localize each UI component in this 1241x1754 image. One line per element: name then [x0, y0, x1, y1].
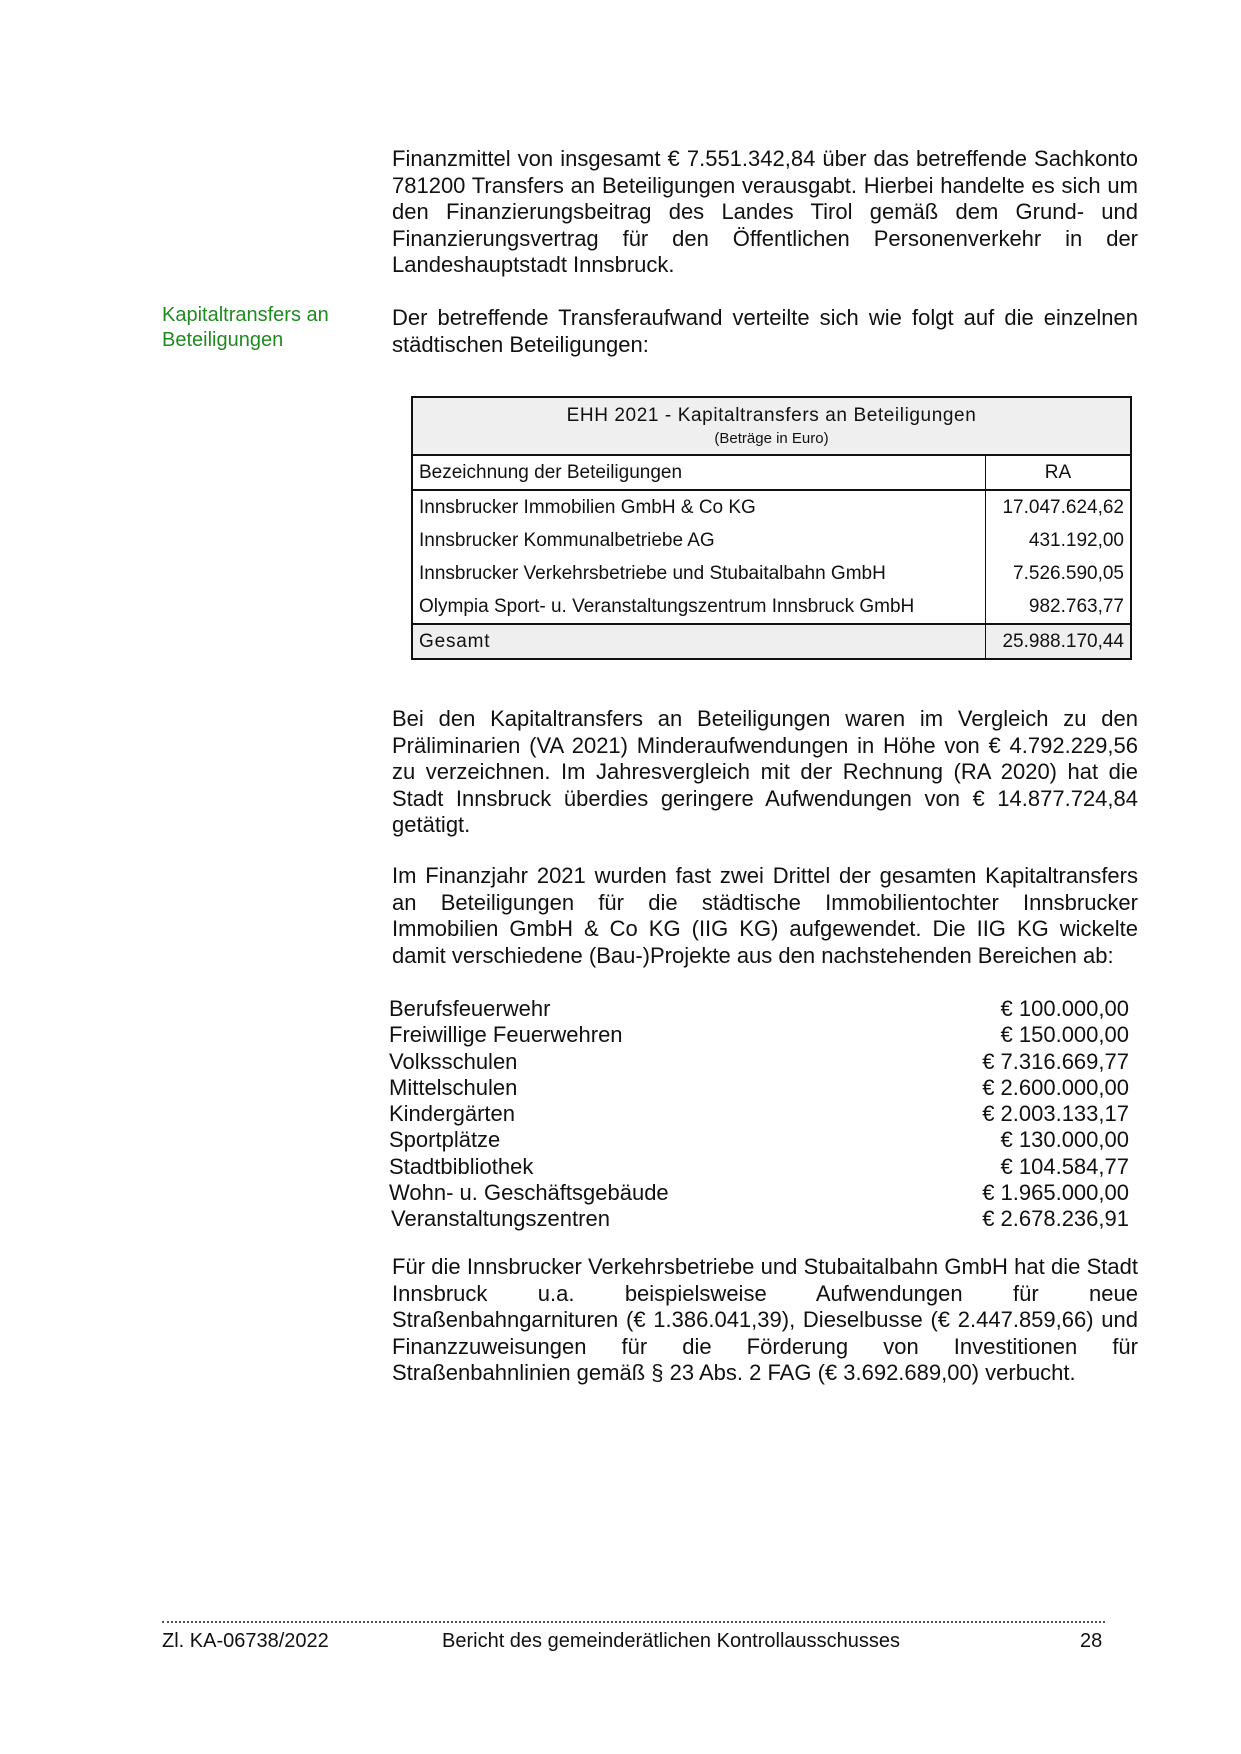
- paragraph-verkehrsbetriebe: Für die Innsbrucker Verkehrsbetriebe und Stubaitalbahn GmbH hat die Stadt Innsbruck u.a. beispielsweise Aufwendungen für neue Straßenbahngarnituren (€ 1.386.041,39), Dieselbusse (€ 2.447.859,66) und Finanzzuweisungen für die Förderung von Investitionen für Straßenbahnlinien gemäß § 23 Abs. 2 FAG (€ 3.692.689,00) verbucht.: [392, 1254, 1138, 1385]
- table-title-cell: [412, 397, 1131, 455]
- list-item: [389, 1101, 1129, 1127]
- table-total-row: [412, 624, 1131, 659]
- areas-list: [389, 996, 1129, 1233]
- area-amount: € 104.584,77: [1000, 1153, 1129, 1179]
- area-name: Volksschulen: [389, 1048, 518, 1074]
- table-subtitle: (Beträge in Euro): [714, 430, 829, 447]
- total-value: 25.988.170,44: [986, 624, 1132, 659]
- row-value: 431.192,00: [986, 524, 1132, 557]
- area-amount: € 130.000,00: [1000, 1127, 1129, 1153]
- area-name: Mittelschulen: [389, 1074, 518, 1100]
- sidenote-line-2: Beteiligungen: [162, 329, 284, 351]
- table-row: [412, 590, 1131, 624]
- footer-report-title: Bericht des gemeinderätlichen Kontrollausschusses: [442, 1630, 901, 1652]
- table-title: EHH 2021 - Kapitaltransfers an Beteiligungen: [566, 405, 977, 426]
- row-value: 7.526.590,05: [986, 557, 1132, 590]
- list-item: [389, 1154, 1129, 1180]
- paragraph-minderaufwendungen: Bei den Kapitaltransfers an Beteiligungen waren im Vergleich zu den Präliminarien (VA 2021) Minderaufwendungen in Höhe von € 4.792.229,56 zu verzeichnen. Im Jahresvergleich mit der Rechnung (RA 2020) hat die Stadt Innsbruck überdies geringere Aufwendungen von € 14.877.724,84 getätigt.: [392, 706, 1138, 837]
- area-name: Wohn- u. Geschäftsgebäude: [389, 1180, 669, 1206]
- area-amount: € 2.678.236,91: [982, 1206, 1129, 1232]
- footer-reference: Zl. KA-06738/2022: [162, 1630, 329, 1652]
- footer-divider: [162, 1621, 1105, 1623]
- table-row: [412, 524, 1131, 557]
- area-name: Stadtbibliothek: [389, 1153, 534, 1179]
- row-name: Olympia Sport- u. Veranstaltungszentrum Innsbruck GmbH: [419, 595, 915, 617]
- area-amount: € 2.600.000,00: [982, 1074, 1129, 1100]
- list-item: [389, 1075, 1129, 1101]
- area-name: Freiwillige Feuerwehren: [389, 1022, 623, 1048]
- table-row: [412, 490, 1131, 524]
- list-item: [389, 1049, 1129, 1075]
- table-row: [412, 557, 1131, 590]
- sidenote-line-1: Kapitaltransfers an: [162, 304, 329, 326]
- row-name: Innsbrucker Verkehrsbetriebe und Stubaitalbahn GmbH: [419, 562, 886, 584]
- footer-page-number: 28: [1080, 1630, 1103, 1652]
- list-item: [389, 1022, 1129, 1048]
- area-amount: € 7.316.669,77: [982, 1048, 1129, 1074]
- sidenote-kapitaltransfers: [162, 303, 362, 353]
- area-name: Veranstaltungszentren: [391, 1206, 610, 1232]
- total-label: Gesamt: [412, 624, 986, 659]
- paragraph-iig-kg: Im Finanzjahr 2021 wurden fast zwei Drittel der gesamten Kapitaltransfers an Beteiligungen für die städtische Immobilientochter Innsbrucker Immobilien GmbH & Co KG (IIG KG) aufgewendet. Die IIG KG wickelte damit verschiedene (Bau-)Projekte aus den nachstehenden Bereichen ab:: [392, 863, 1138, 968]
- row-name: Innsbrucker Kommunalbetriebe AG: [419, 529, 715, 551]
- area-amount: € 1.965.000,00: [982, 1180, 1129, 1206]
- kapitaltransfers-table: [411, 396, 1132, 660]
- list-item: [389, 1180, 1129, 1206]
- area-amount: € 100.000,00: [1000, 996, 1129, 1021]
- list-item: [389, 1127, 1129, 1153]
- row-value: 17.047.624,62: [986, 490, 1132, 524]
- list-item: [389, 996, 1129, 1022]
- area-name: Sportplätze: [389, 1127, 501, 1153]
- column-header-ra: RA: [986, 455, 1132, 490]
- row-name: Innsbrucker Immobilien GmbH & Co KG: [419, 496, 756, 518]
- area-name: Berufsfeuerwehr: [389, 996, 551, 1021]
- paragraph-finanzmittel: Finanzmittel von insgesamt € 7.551.342,84 über das betreffende Sachkonto 781200 Transfers an Beteiligungen verausgabt. Hierbei handelte es sich um den Finanzierungsbeitrag des Landes Tirol gemäß dem Grund- und Finanzierungsvertrag für den Öffentlichen Personenverkehr in der Landeshauptstadt Innsbruck.: [392, 146, 1138, 277]
- paragraph-transferaufwand: Der betreffende Transferaufwand verteilte sich wie folgt auf die einzelnen städtischen Beteiligungen:: [392, 305, 1138, 357]
- table-header-row: [412, 455, 1131, 490]
- area-name: Kindergärten: [389, 1101, 515, 1127]
- row-value: 982.763,77: [986, 590, 1132, 624]
- area-amount: € 2.003.133,17: [982, 1101, 1129, 1127]
- area-amount: € 150.000,00: [1000, 1022, 1129, 1048]
- list-item: [389, 1206, 1129, 1232]
- column-header-bezeichnung: Bezeichnung der Beteiligungen: [412, 455, 986, 490]
